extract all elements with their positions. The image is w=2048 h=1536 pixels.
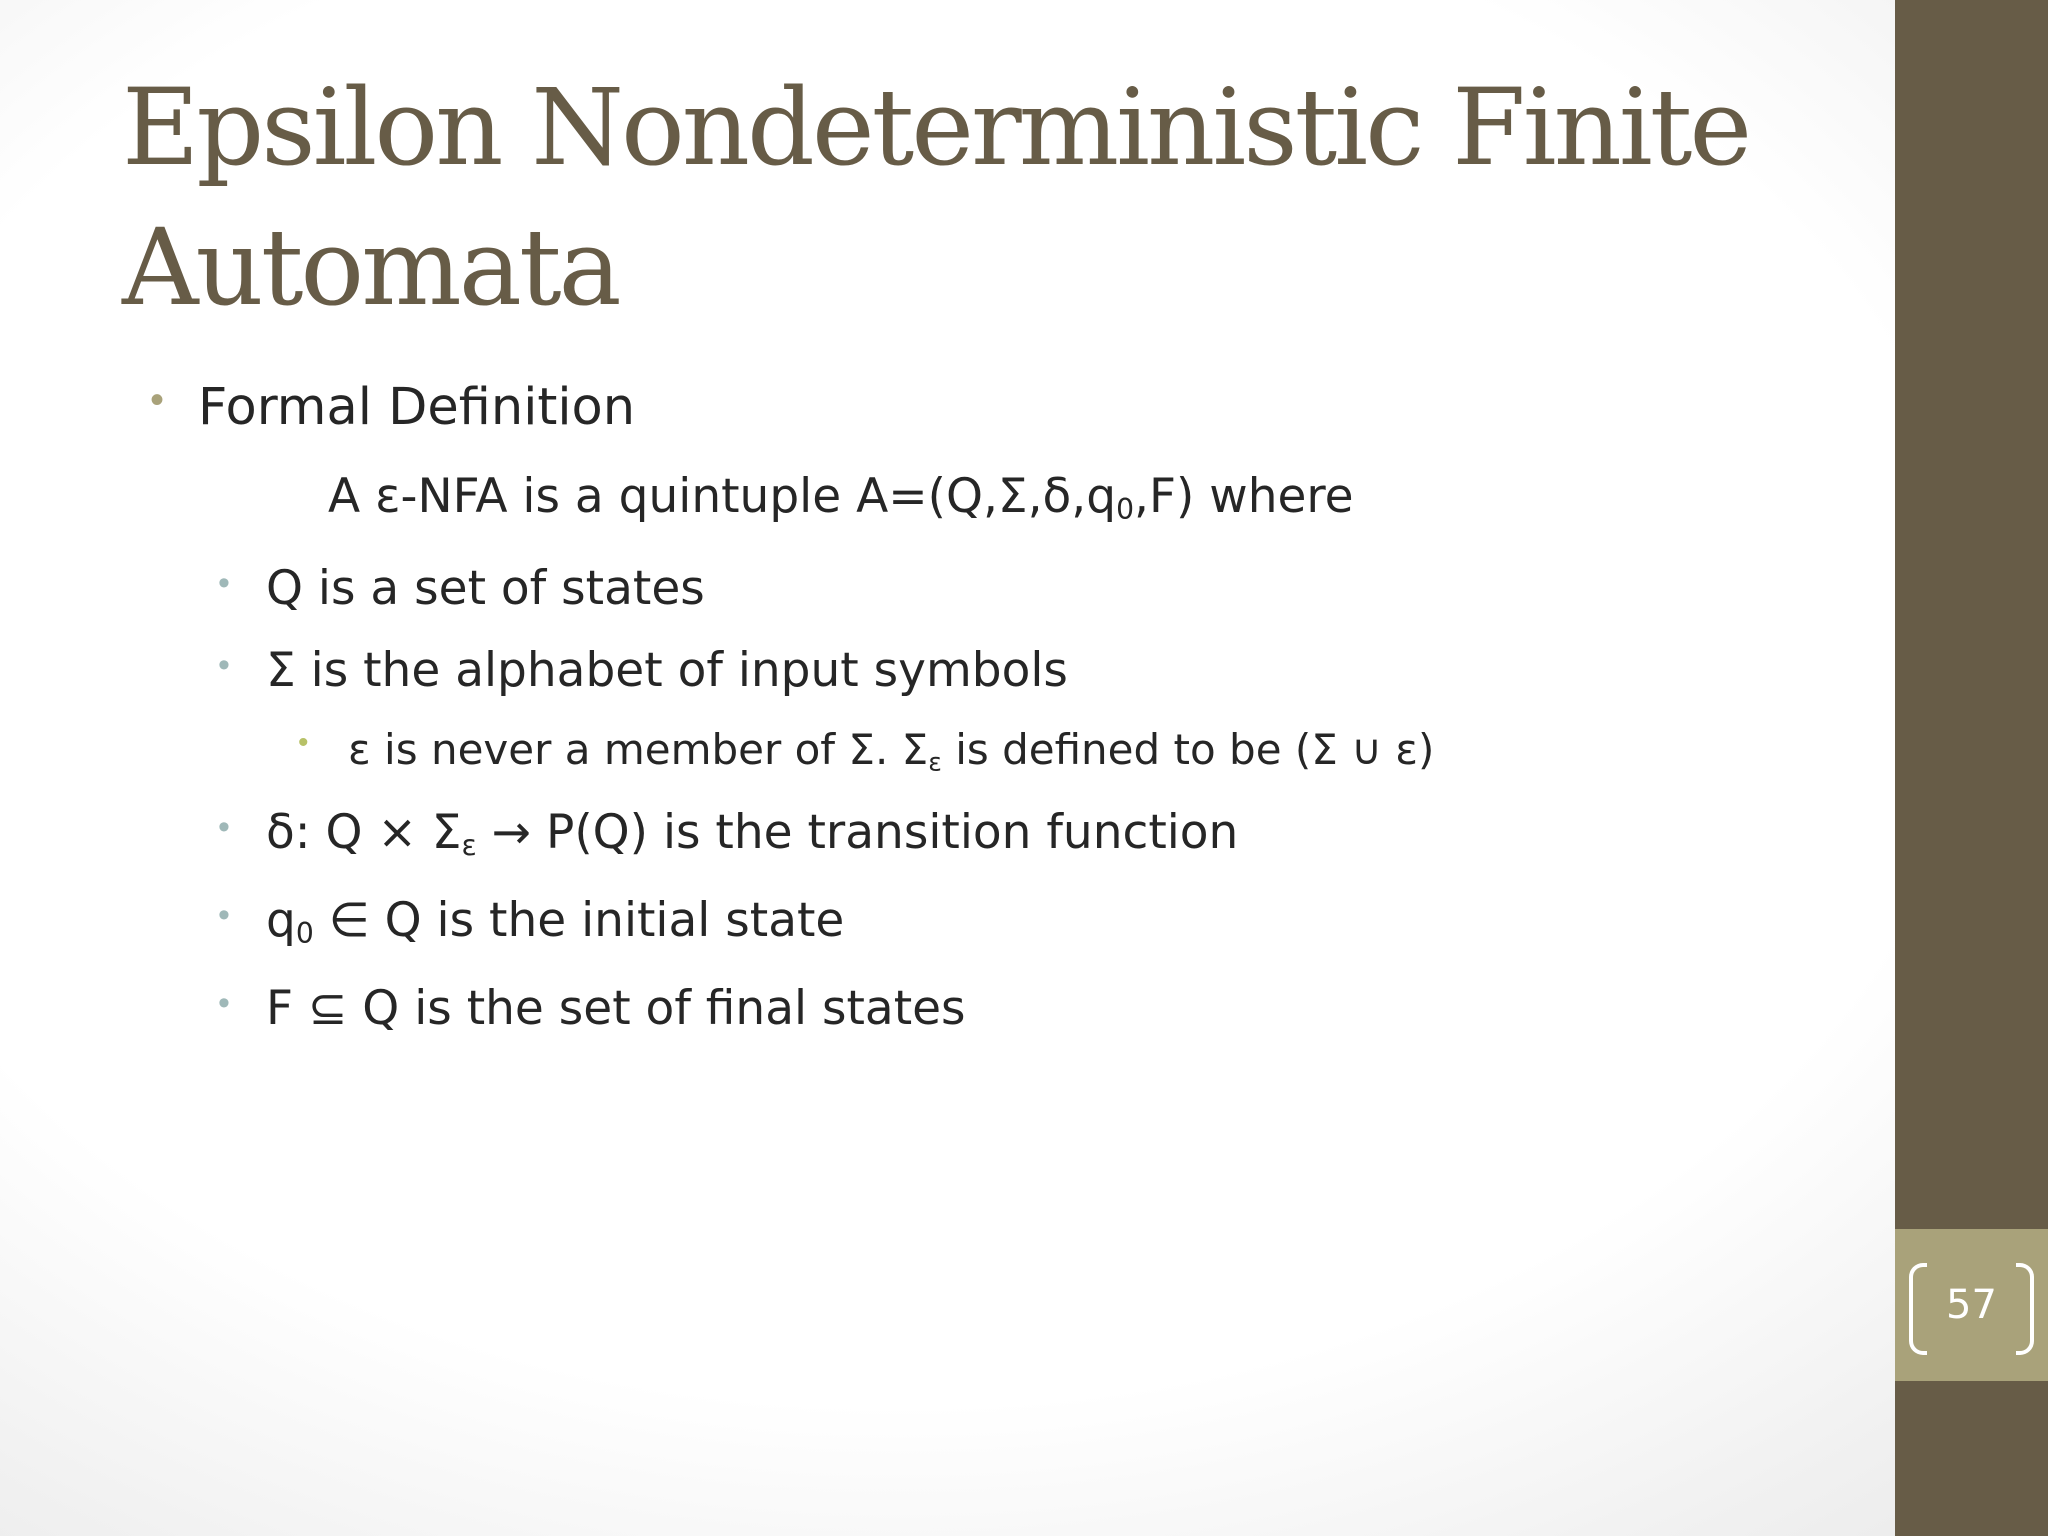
definition-line: A ε-NFA is a quintuple $A=(Q,\Sigma,\delta,q_0,F)$ where bbox=[328, 469, 1354, 527]
list-item: δ: $Q \times \Sigma_\varepsilon \to P(Q)$ is the transition function bbox=[266, 805, 1239, 863]
page-number: 57 bbox=[1946, 1282, 1997, 1328]
bullet-icon: • bbox=[150, 378, 165, 422]
page-number-box bbox=[1895, 1229, 2048, 1381]
bullet-icon: • bbox=[218, 808, 230, 846]
bullet-icon: • bbox=[218, 564, 230, 602]
list-item: Σ is the alphabet of input symbols bbox=[266, 643, 1068, 698]
slide-title: Epsilon Nondeterministic Finite Automata bbox=[122, 66, 1750, 329]
bullet-icon: • bbox=[218, 984, 230, 1022]
formal-definition-heading: Formal Definition bbox=[198, 378, 636, 437]
bullet-icon: • bbox=[218, 896, 230, 934]
bullet-icon: • bbox=[218, 646, 230, 684]
list-item: $q_0$ ∈ Q is the initial state bbox=[266, 893, 845, 951]
list-item: F ⊆ Q is the set of final states bbox=[266, 981, 966, 1036]
bullet-icon: • bbox=[298, 726, 309, 759]
list-item: ε is never a member of Σ. $\Sigma_\varepsilon$ is defined to be (Σ ∪ ε) bbox=[348, 725, 1435, 777]
list-item: Q is a set of states bbox=[266, 561, 705, 616]
